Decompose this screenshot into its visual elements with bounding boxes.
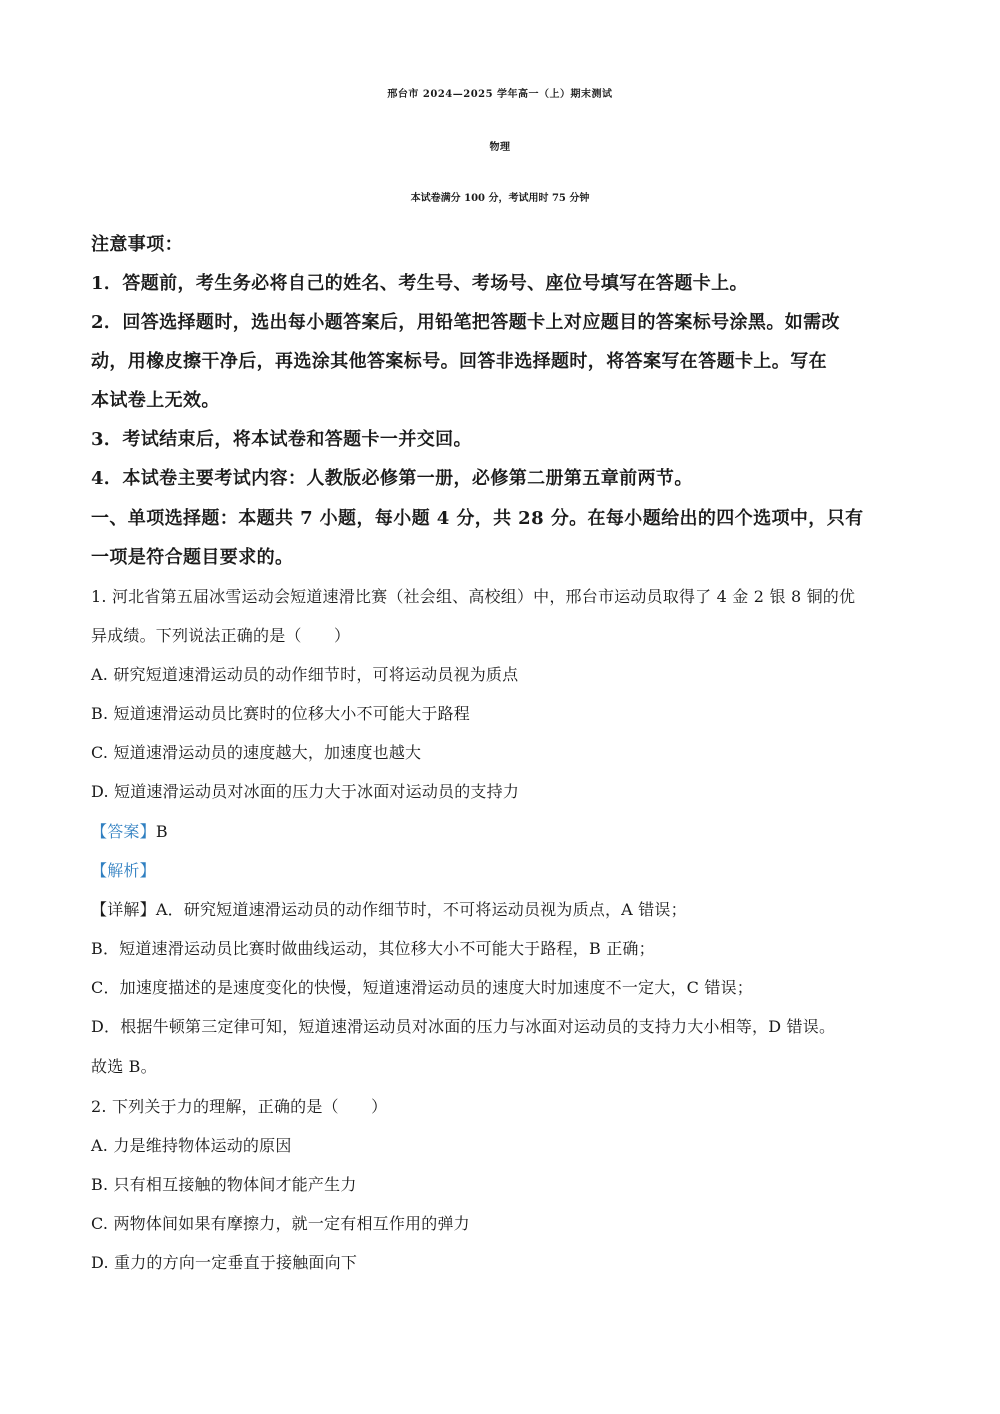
q1-detail-c: C．加速度描述的是速度变化的快慢，短道速滑运动员的速度大时加速度不一定大，C 错误； xyxy=(91,978,753,997)
q2-stem: 2. 下列关于力的理解，正确的是（ ） xyxy=(91,1097,388,1116)
note-item-1: 1．答题前，考生务必将自己的姓名、考生号、考场号、座位号填写在答题卡上。 xyxy=(91,273,748,294)
q1-answer xyxy=(91,819,168,842)
q1-detail-b: B．短道速滑运动员比赛时做曲线运动，其位移大小不可能大于路程，B 正确； xyxy=(91,939,655,958)
exam-title: 邢台市 2024—2025 学年高一（上）期末测试 xyxy=(387,89,613,100)
q2-option-c: C. 两物体间如果有摩擦力，就一定有相互作用的弹力 xyxy=(91,1214,470,1233)
q2-option-d: D. 重力的方向一定垂直于接触面向下 xyxy=(91,1253,358,1272)
q1-option-a: A. 研究短道速滑运动员的动作细节时，可将运动员视为质点 xyxy=(91,665,519,684)
detail-tag: 【详解】 xyxy=(91,900,156,919)
q1-stem-line-1: 1. 河北省第五届冰雪运动会短道速滑比赛（社会组、高校组）中，邢台市运动员取得了 4 金 2 银 8 铜的优 xyxy=(91,587,856,606)
note-item-2-line-1: 2．回答选择题时，选出每小题答案后，用铅笔把答题卡上对应题目的答案标号涂黑。如需改 xyxy=(91,312,840,333)
section-heading-line-2: 一项是符合题目要求的。 xyxy=(91,547,294,568)
q2-option-a: A. 力是维持物体运动的原因 xyxy=(91,1136,292,1155)
note-item-2-line-2: 动，用橡皮擦干净后，再选涂其他答案标号。回答非选择题时，将答案写在答题卡上。写在 xyxy=(91,351,827,372)
subject-title: 物理 xyxy=(489,142,511,153)
notes-heading: 注意事项： xyxy=(91,234,183,255)
q1-detail-a xyxy=(91,897,687,920)
detail-a-text: A．研究短道速滑运动员的动作细节时，不可将运动员视为质点，A 错误； xyxy=(155,900,687,919)
exam-info: 本试卷满分 100 分，考试用时 75 分钟 xyxy=(410,193,590,204)
analysis-tag: 【解析】 xyxy=(91,861,156,880)
note-item-4: 4．本试卷主要考试内容：人教版必修第一册，必修第二册第五章前两节。 xyxy=(91,468,693,489)
q1-option-b: B. 短道速滑运动员比赛时的位移大小不可能大于路程 xyxy=(91,704,470,723)
q1-option-c: C. 短道速滑运动员的速度越大，加速度也越大 xyxy=(91,743,422,762)
q1-stem-line-2: 异成绩。下列说法正确的是（ ） xyxy=(91,626,351,645)
q1-analysis xyxy=(91,858,156,881)
answer-value: B xyxy=(155,822,168,841)
q1-option-d: D. 短道速滑运动员对冰面的压力大于冰面对运动员的支持力 xyxy=(91,782,520,801)
note-item-2-line-3: 本试卷上无效。 xyxy=(91,390,220,411)
section-heading-line-1: 一、单项选择题：本题共 7 小题，每小题 4 分，共 28 分。在每小题给出的四个选项中，只有 xyxy=(91,508,864,529)
note-item-3: 3．考试结束后，将本试卷和答题卡一并交回。 xyxy=(91,429,472,450)
answer-tag: 【答案】 xyxy=(91,822,156,841)
q2-option-b: B. 只有相互接触的物体间才能产生力 xyxy=(91,1175,357,1194)
q1-conclusion: 故选 B。 xyxy=(91,1057,157,1076)
q1-detail-d: D．根据牛顿第三定律可知，短道速滑运动员对冰面的压力与冰面对运动员的支持力大小相等，D 错误。 xyxy=(91,1017,836,1036)
